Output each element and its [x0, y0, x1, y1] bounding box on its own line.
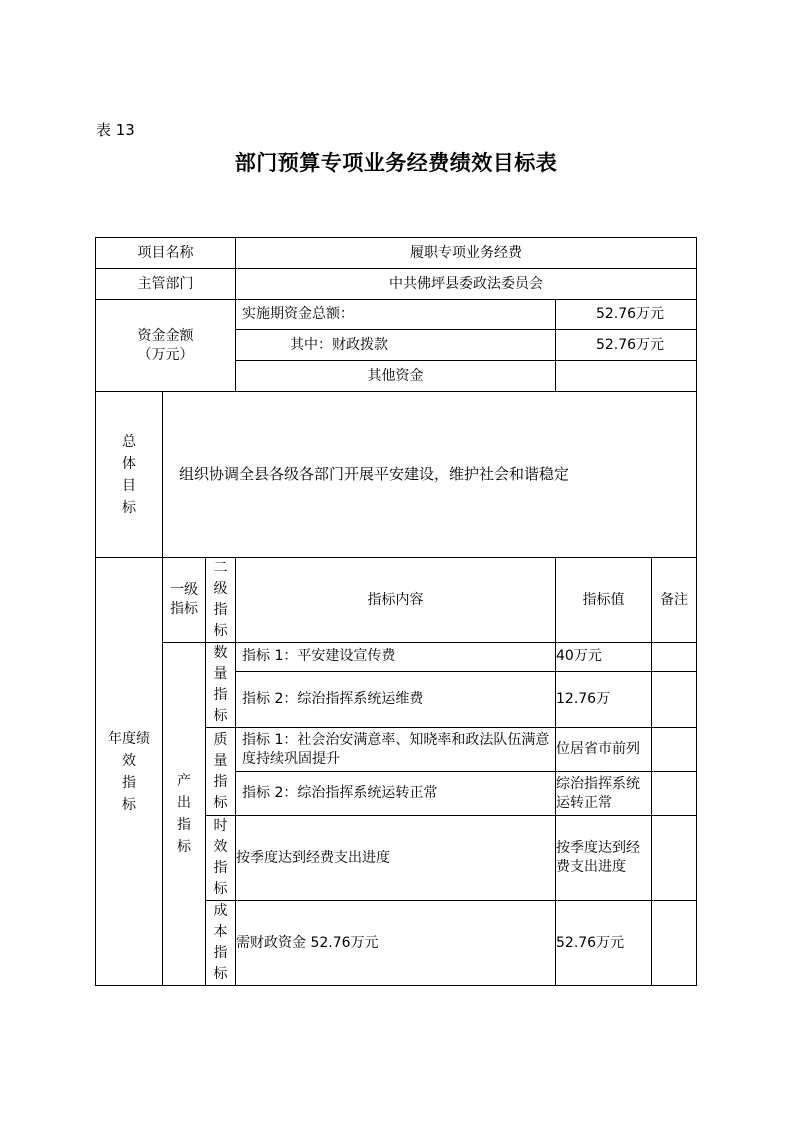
department-value: 中共佛坪县委政法委员会: [236, 269, 697, 300]
project-name-label: 项目名称: [96, 238, 236, 269]
project-name-value: 履职专项业务经费: [236, 238, 697, 269]
annual-header-row: [96, 558, 697, 643]
indicator-content: 指标 1：平安建设宣传费: [236, 643, 556, 672]
indicator-content: 指标 1：社会治安满意率、知晓率和政法队伍满意度持续巩固提升: [236, 728, 556, 772]
indicator-content: 按季度达到经费支出进度: [236, 816, 556, 901]
timeliness-indicator-label: 时 效 指 标: [206, 816, 236, 901]
value-header: 指标值: [556, 558, 652, 643]
level2-header: 二 级 指 标: [206, 558, 236, 643]
performance-target-table: [95, 237, 697, 986]
funds-label-line1: 资金金额: [137, 327, 194, 344]
indicator-content: 指标 2：综治指挥系统运维费: [236, 671, 556, 727]
indicator-content: 需财政资金 52.76万元: [236, 901, 556, 986]
indicator-value: 按季度达到经费支出进度: [556, 816, 652, 901]
funds-total-value: 52.76万元: [556, 300, 697, 330]
indicator-remark: [652, 728, 697, 772]
indicator-content: 指标 2：综治指挥系统运转正常: [236, 772, 556, 816]
quantity-indicator-label: 数 量 指 标: [206, 643, 236, 728]
level1-header: 一级 指标: [163, 558, 206, 643]
funds-other-label: 其他资金: [236, 361, 556, 392]
overall-goal-row: [96, 392, 697, 558]
funds-label: [96, 300, 236, 392]
quality-indicator-label: 质 量 指 标: [206, 728, 236, 816]
output-indicator-label: 产 出 指 标: [163, 643, 206, 986]
project-name-row: [96, 238, 697, 269]
indicator-remark: [652, 772, 697, 816]
indicator-remark: [652, 643, 697, 672]
remark-header: 备注: [652, 558, 697, 643]
indicator-remark: [652, 671, 697, 727]
indicator-value: 位居省市前列: [556, 728, 652, 772]
table-row: [96, 643, 697, 672]
content-header: 指标内容: [236, 558, 556, 643]
department-row: [96, 269, 697, 300]
indicator-value: 52.76万元: [556, 901, 652, 986]
funds-fiscal-label: 其中：财政拨款: [236, 330, 556, 361]
cost-indicator-label: 成 本 指 标: [206, 901, 236, 986]
indicator-remark: [652, 901, 697, 986]
indicator-value: 12.76万: [556, 671, 652, 727]
funds-total-label: 实施期资金总额：: [236, 300, 556, 330]
indicator-remark: [652, 816, 697, 901]
funds-total-row: [96, 300, 697, 330]
annual-label: 年度绩 效 指 标: [96, 558, 163, 986]
funds-fiscal-value: 52.76万元: [556, 330, 697, 361]
department-label: 主管部门: [96, 269, 236, 300]
overall-goal-label: 总 体 目 标: [96, 392, 163, 558]
page-title: 部门预算专项业务经费绩效目标表: [234, 150, 558, 175]
overall-goal-text: 组织协调全县各级各部门开展平安建设，维护社会和谐稳定: [163, 392, 697, 558]
funds-other-value: [556, 361, 697, 392]
table-number: 表 13: [96, 121, 135, 139]
indicator-value: 40万元: [556, 643, 652, 672]
indicator-value: 综治指挥系统运转正常: [556, 772, 652, 816]
funds-label-line2: （万元）: [137, 346, 194, 363]
